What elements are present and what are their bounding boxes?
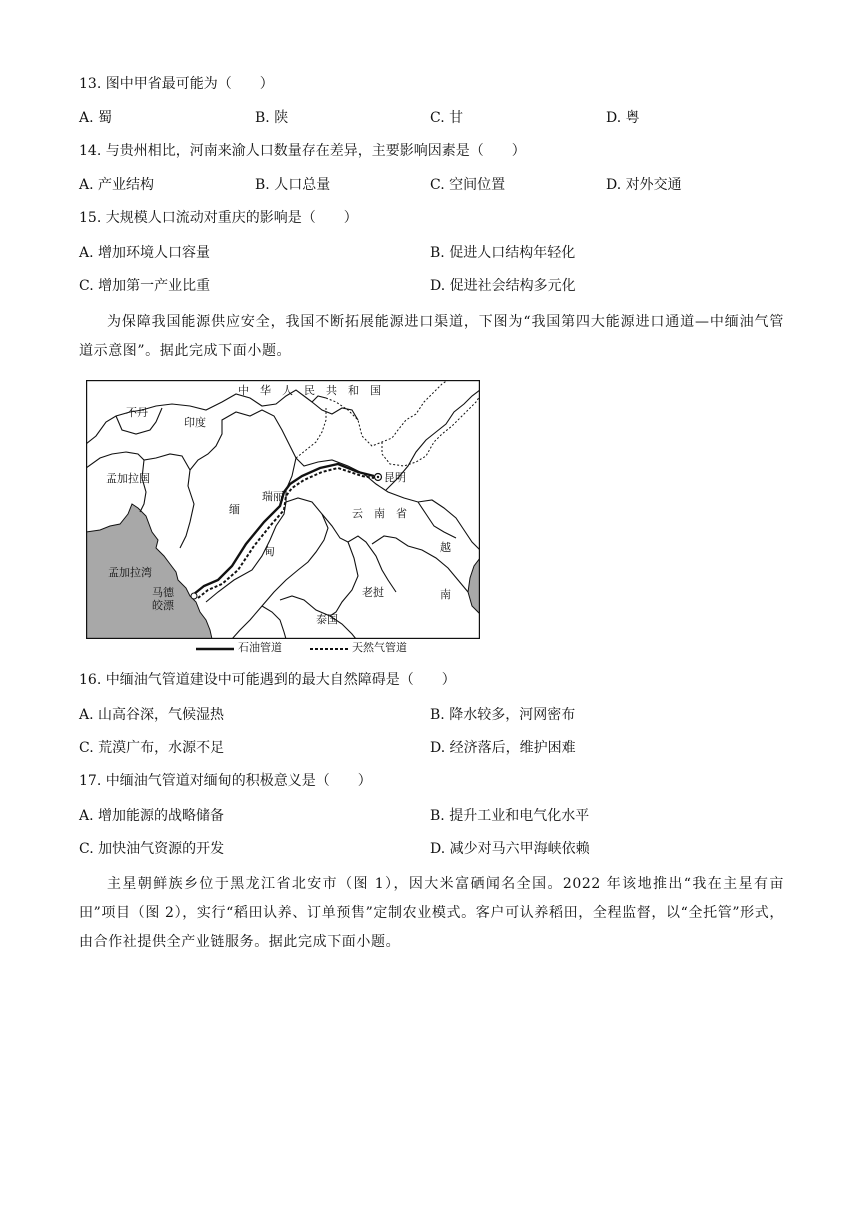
label-bay-of-bengal: 孟加拉湾: [108, 566, 152, 579]
label-laos: 老挝: [362, 586, 384, 599]
label-thailand: 泰国: [316, 613, 338, 626]
q17-option-c: C. 加快油气资源的开发: [79, 841, 225, 857]
q17-option-b: B. 提升工业和电气化水平: [430, 808, 590, 824]
label-yunnan: 云 南 省: [352, 507, 407, 520]
q15-option-c: C. 增加第一产业比重: [79, 278, 211, 294]
q16-option-a: A. 山高谷深，气候湿热: [79, 707, 225, 723]
q14-option-a: A. 产业结构: [79, 177, 155, 193]
q14-option-d: D. 对外交通: [606, 177, 682, 193]
legend-gas-swatch: [310, 646, 350, 652]
rice-intro-paragraph: 主星朝鲜族乡位于黑龙江省北安市（图 1），因大米富硒闻名全国。2022 年该地推出“我在主星有亩田”项目（图 2），实行“稻田认养、订单预售”定制农业模式。客户可认养稻田，全程监督，以“全托管”形式，由合作社提供全产业链服务。据此完成下面小题。: [79, 876, 784, 950]
q13-option-b: B. 陕: [255, 110, 289, 126]
question-17-stem: 17. 中缅油气管道对缅甸的积极意义是（ ）: [79, 773, 372, 789]
legend-oil-swatch: [196, 646, 236, 652]
label-ruili: 瑞丽: [262, 490, 284, 503]
q13-option-c: C. 甘: [430, 110, 464, 126]
question-15-stem: 15. 大规模人口流动对重庆的影响是（ ）: [79, 210, 358, 226]
label-kyaukpyu: 皎漂: [152, 599, 174, 612]
question-13-stem: 13. 图中甲省最可能为（ ）: [79, 76, 274, 92]
label-bangladesh: 孟加拉国: [106, 472, 150, 485]
legend-oil-label: 石油管道: [238, 641, 282, 654]
q15-option-a: A. 增加环境人口容量: [79, 245, 211, 261]
q13-option-a: A. 蜀: [79, 110, 113, 126]
label-china: 中 华 人 民 共 和 国: [238, 384, 381, 397]
q16-option-b: B. 降水较多，河网密布: [430, 707, 576, 723]
q13-option-d: D. 粤: [606, 110, 640, 126]
q15-option-b: B. 促进人口结构年轻化: [430, 245, 576, 261]
label-bhutan: 不丹: [126, 406, 148, 419]
label-kunming: 昆明: [384, 471, 406, 484]
label-myanmar-1: 缅: [229, 503, 240, 516]
label-india: 印度: [184, 416, 206, 429]
kunming-marker-dot: [377, 476, 379, 478]
label-myanmar-2: 甸: [264, 545, 275, 558]
legend-gas-label: 天然气管道: [352, 641, 407, 654]
q15-option-d: D. 促进社会结构多元化: [430, 278, 576, 294]
question-16-stem: 16. 中缅油气管道建设中可能遇到的最大自然障碍是（ ）: [79, 672, 456, 688]
q17-option-a: A. 增加能源的战略储备: [79, 808, 225, 824]
q17-option-d: D. 减少对马六甲海峡依赖: [430, 841, 590, 857]
label-vietnam-1: 越: [440, 541, 451, 554]
q14-option-b: B. 人口总量: [255, 177, 331, 193]
question-14-stem: 14. 与贵州相比，河南来渝人口数量存在差异，主要影响因素是（ ）: [79, 143, 526, 159]
label-made: 马德: [152, 586, 174, 599]
q14-option-c: C. 空间位置: [430, 177, 506, 193]
q16-option-c: C. 荒漠广布，水源不足: [79, 740, 225, 756]
pipeline-map: [86, 380, 480, 639]
label-vietnam-2: 南: [440, 588, 451, 601]
kyaukpyu-marker-icon: [191, 593, 197, 599]
q16-option-d: D. 经济落后，维护困难: [430, 740, 576, 756]
pipeline-intro-paragraph: 为保障我国能源供应安全，我国不断拓展能源进口渠道，下图为“我国第四大能源进口通道—中缅油气管道示意图”。据此完成下面小题。: [79, 314, 784, 359]
